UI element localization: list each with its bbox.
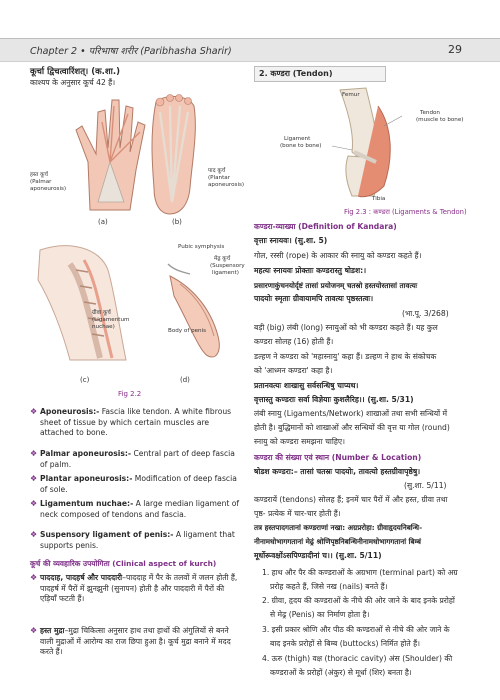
bullet-marker: ❖ <box>30 626 38 635</box>
fig-2-2-caption: Fig 2.2 <box>118 390 142 398</box>
definition-heading: कण्डरा-व्याख्या (Definition of Kandara) <box>254 222 397 231</box>
fig-a-label-3: aponeurosis) <box>30 186 67 192</box>
definition-plantar-aponeurosis: Plantar aponeurosis:- Modification of deep fascia of sole. <box>40 474 237 494</box>
point-4-line-1: 4. ऊरु (thigh) वक्ष (thoracic cavity) अंस (Shoulder) की <box>262 654 453 663</box>
point-2-line-2: से मेढ्र (Penis) का निर्माण होता है। <box>270 610 370 619</box>
meaning-2-line-1: बड़ी (big) लंबी (long) स्नायुओं को भी कण्डरा कहते हैं। यह कुल <box>254 323 438 332</box>
bullet-marker: ❖ <box>30 530 38 539</box>
fig-b-label-3: aponeurosis) <box>208 182 245 188</box>
meaning-3-line-2: को 'आध्मन कण्डरा' कहा है। <box>254 366 333 375</box>
definition-aponeurosis: Aponeurosis:- Fascia like tendon. A white fibrous sheet of tissue by which certain muscles are attached to bone. <box>40 407 232 438</box>
verse-5: षोडश कण्डरा:– तासां चतस्रः पादयोः, तावत्यो हस्तग्रीवापृष्ठेषु। <box>254 467 421 476</box>
fig-d-label-5: Body of penis <box>168 328 207 334</box>
label-tibia: Tibia <box>372 196 386 202</box>
meaning-5-line-1: कण्डरायें (tendons) सोलह हैं; इनमें चार पैरों में और हस्त, ग्रीवा तथा <box>254 495 448 504</box>
fig-d-letter: (d) <box>180 376 190 384</box>
verse-2: महत्यः स्नायवः प्रोक्ताः कण्डरास्तु षोडश:। <box>254 266 367 275</box>
point-3-line-1: 3. इसी प्रकार श्रोणि और पीठ की कण्डराओं से नीचे की ओर जाने के <box>262 625 450 634</box>
meaning-4-line-3: स्नायु को कण्डरा समझना चाहिए। <box>254 437 345 446</box>
chapter-title: Chapter 2 • परिभाषा शरीर (Paribhasha Sharir) <box>30 46 232 57</box>
verse-6-line-3: मूर्धोरूवक्षोंऽसपिण्डादीनां च।। (सु.शा. 5/11) <box>254 551 382 560</box>
plantar-aponeurosis-illustration <box>142 92 202 216</box>
verse-3-line-1: प्रसारणाकुंचनयोर्दृष्टं तासां प्रयोजनम् चतस्रो हस्तयोस्तासां तावत्यः <box>254 281 418 290</box>
verse-6-line-1: तत्र हस्तपादगतानां कण्डराणां नखा: अग्रप्ररोहा: ग्रीवाहृदयनिबन्धि- <box>254 523 423 532</box>
kurcha-heading: कूर्चा द्विचत्वारिंशत्। (क.शा.) <box>30 67 120 77</box>
fig-d-label-2: मेढ्र कूर्च <box>214 256 231 262</box>
bullet-marker: ❖ <box>30 474 38 483</box>
definition-palmar-aponeurosis: Palmar aponeurosis:- Central part of deep fascia of palm. <box>40 449 235 469</box>
point-4-line-2: कण्डराओं के प्ररोहों (अंकुर) से मूर्धा (शिर) बनता है। <box>270 668 412 677</box>
bullet-marker: ❖ <box>30 449 38 458</box>
number-location-heading: कण्डरा की संख्या एवं स्थान (Number & Location) <box>254 453 422 462</box>
definition-suspensory-ligament: Suspensory ligament of penis:- A ligament that supports penis. <box>40 530 235 550</box>
label-ligament-1: Ligament <box>284 136 311 142</box>
label-tendon-2: (muscle to bone) <box>416 117 464 123</box>
meaning-4-line-1: लंबी स्नायु (Ligaments/Network) शाखाओं तथा सभी सन्धियों में <box>254 409 448 418</box>
fig-c-letter: (c) <box>80 376 90 384</box>
meaning-1: गोल, रस्सी (rope) के आकार की स्नायु को कण्डरा कहते हैं। <box>254 251 422 260</box>
running-header <box>0 38 500 62</box>
clinical-hasta-mudra: हस्त मुद्रा–मुद्रा चिकित्सा अनुसार हाथ तथा हाथों की अंगुलियों से बनने वाली मुद्राओं में आरोग्य का राज छिपा हुआ है। कूर्च मुद्रा बनाने में मदद करते हैं। <box>40 626 231 657</box>
verse-1: वृत्ताः स्नायवः। (सु.शा. 5) <box>254 236 328 245</box>
ligamentum-nuchae-illustration <box>30 240 160 370</box>
fig-d-label-4: ligament) <box>212 270 239 276</box>
verse-4-line-1: प्रतानवत्यः शाखासु सर्वसन्धिषु चाप्यथ। <box>254 381 359 390</box>
kurcha-subheading: काश्यप के अनुसार कूर्च 42 हैं। <box>30 78 116 87</box>
bullet-marker: ❖ <box>30 407 38 416</box>
verse-3-reference: (भा.पू. 3/268) <box>402 309 449 318</box>
fig-a-letter: (a) <box>98 218 108 226</box>
bullet-marker: ❖ <box>30 499 38 508</box>
fig-b-label-2: (Plantar <box>208 175 231 181</box>
fig-b-label-1: पाद कूर्च <box>208 168 226 174</box>
meaning-5-line-2: पृष्ठ- प्रत्येक में चार-चार होती हैं। <box>254 509 341 518</box>
fig-2-3-caption: Fig 2.3 : कण्डरा (Ligaments & Tendon) <box>344 208 467 216</box>
bullet-marker: ❖ <box>30 573 38 582</box>
fig-b-letter: (b) <box>172 218 182 226</box>
fig-c-label-2: (Ligamentum <box>92 317 130 323</box>
fig-a-label-1: हस्त कूर्च <box>30 172 48 178</box>
page-number: 29 <box>448 43 462 56</box>
meaning-4-line-2: होती है। बुद्धिमानों को शाखाओं और सन्धियों की वृत्त या गोल (round) <box>254 423 450 432</box>
point-3-line-2: बाद इनके प्ररोहों से बिम्ब (buttocks) निर्मित होते हैं। <box>270 639 420 648</box>
verse-6-line-2: नीनामधोभागगतानां मेढ्रं श्रोणिपृष्ठनिबन्धिनीनामधोभागगतानां बिम्बं <box>254 537 422 546</box>
fig-d-label-1: Pubic symphysis <box>178 244 225 250</box>
fig-c-label-1: ग्रीवा कूर्च <box>92 310 111 316</box>
section-tendon-title: 2. कण्डरा (Tendon) <box>254 66 386 82</box>
fig-a-label-2: (Palmar <box>30 179 52 185</box>
verse-3-line-2: पादयोः स्मृताः ग्रीवायामपि तावत्यः पृष्ठस्तत्वः। <box>254 294 374 303</box>
verse-5-reference: (सु.शा. 5/11) <box>404 481 447 490</box>
fig-d-label-3: (Suspensory <box>210 263 245 269</box>
point-1-line-2: प्ररोह कहते हैं, जिसे नख (nails) बनते हैं। <box>270 582 388 591</box>
clinical-aspect-heading: कूर्च की व्यवहारिक उपयोगिता (Clinical aspect of kurch) <box>30 559 217 568</box>
label-ligament-2: (bone to bone) <box>280 143 322 149</box>
fig-c-label-3: nuchae) <box>92 324 115 330</box>
point-1-line-1: 1. हाथ और पैर की कण्डराओं के अग्रभाग (terminal part) को अग्र <box>262 568 458 577</box>
label-tendon-1: Tendon <box>420 110 440 116</box>
point-2-line-1: 2. ग्रीवा, हृदय की कण्डराओं के नीचे की ओर जाने के बाद इनके प्ररोहों <box>262 596 455 605</box>
label-femur: Femur <box>342 92 360 98</box>
clinical-padadaha: पाददाह, पादहर्ष और पाददारी–पाददाह में पैर के तलवों में जलन होती हैं, पादहर्ष में पैरों में झुनझुनी (सुनापन) होती है और पाददारी में पैरों की एड़ियाँ फटती हैं। <box>40 573 238 604</box>
meaning-2-line-2: कण्डरा सोलह (16) होती हैं। <box>254 337 334 346</box>
definition-ligamentum-nuchae: Ligamentum nuchae:- A large median ligament of neck composed of tendons and fascia. <box>40 499 240 519</box>
meaning-3-line-1: डल्हण ने कण्डरा को 'महास्नायु' कहा हैं। डल्हण ने हाथ के संकोचक <box>254 352 437 361</box>
verse-4-line-2: वृत्तास्तु कण्डराः सर्वा विज्ञेयाः कुशलैरिह।। (सु.शा. 5/31) <box>254 395 414 404</box>
